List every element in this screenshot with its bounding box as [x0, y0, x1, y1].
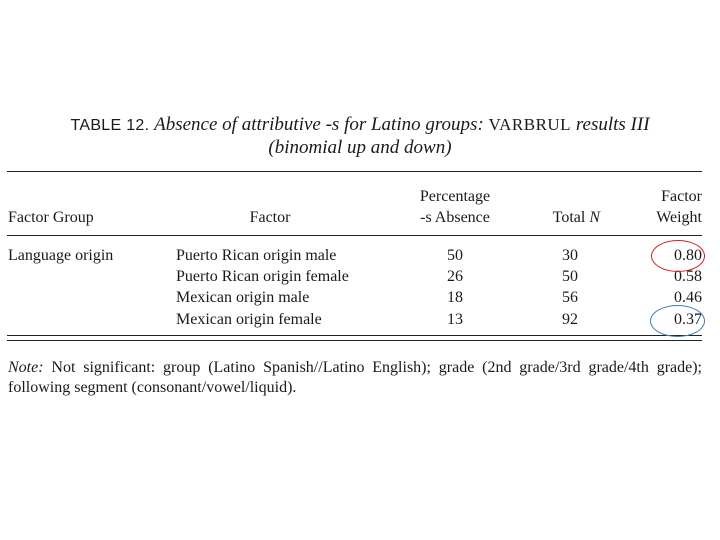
header-total-n	[520, 208, 600, 228]
caption-tail: results III	[575, 114, 650, 135]
caption-line-2: (binomial up and down)	[268, 137, 452, 158]
header-factor-group: Factor Group	[8, 209, 94, 226]
factor-cell: Puerto Rican origin female	[176, 268, 349, 285]
header-factor-top: Factor	[661, 188, 702, 205]
weight-cell: 0.37	[674, 311, 702, 328]
header-total-n-var: N	[589, 209, 600, 226]
note-text: Not significant: group (Latino Spanish//Latino English); grade (2nd grade/3rd grade/4th grade); following segment (consonant/vowel/liquid).	[8, 359, 703, 396]
note-label: Note:	[8, 359, 44, 376]
caption-title: Absence of attributive -s for Latino groups:	[154, 114, 484, 135]
factor-cell: Mexican origin male	[176, 289, 310, 306]
table-label: TABLE 12.	[70, 117, 150, 134]
top-rule	[7, 171, 702, 172]
header-s-absence: -s Absence	[420, 209, 490, 226]
caption-varbrul: VARBRUL	[488, 115, 572, 134]
factor-group-cell: Language origin	[8, 247, 114, 264]
weight-cell: 0.58	[674, 268, 702, 285]
percentage-cell: 26	[447, 268, 463, 285]
highlight-circle-low	[650, 305, 705, 337]
factor-cell: Puerto Rican origin male	[176, 247, 337, 264]
caption-line-1	[0, 114, 720, 137]
weight-cell: 0.46	[674, 289, 702, 306]
header-rule	[7, 235, 702, 236]
weight-cell: 0.80	[674, 247, 702, 264]
total-cell: 92	[562, 311, 578, 328]
header-total-label: Total	[552, 209, 590, 226]
header-weight: Weight	[656, 209, 702, 226]
percentage-cell: 18	[447, 289, 463, 306]
table-caption	[0, 114, 720, 159]
total-cell: 56	[562, 289, 578, 306]
highlight-circle-high	[651, 240, 705, 272]
total-cell: 50	[562, 268, 578, 285]
header-factor: Factor	[249, 209, 291, 226]
table-note	[8, 358, 702, 398]
bottom-rule-2	[7, 340, 702, 341]
percentage-cell: 50	[447, 247, 463, 264]
bottom-rule-1	[7, 335, 702, 336]
total-cell: 30	[562, 247, 578, 264]
percentage-cell: 13	[447, 311, 463, 328]
factor-cell: Mexican origin female	[176, 311, 322, 328]
header-percentage: Percentage	[419, 188, 491, 205]
